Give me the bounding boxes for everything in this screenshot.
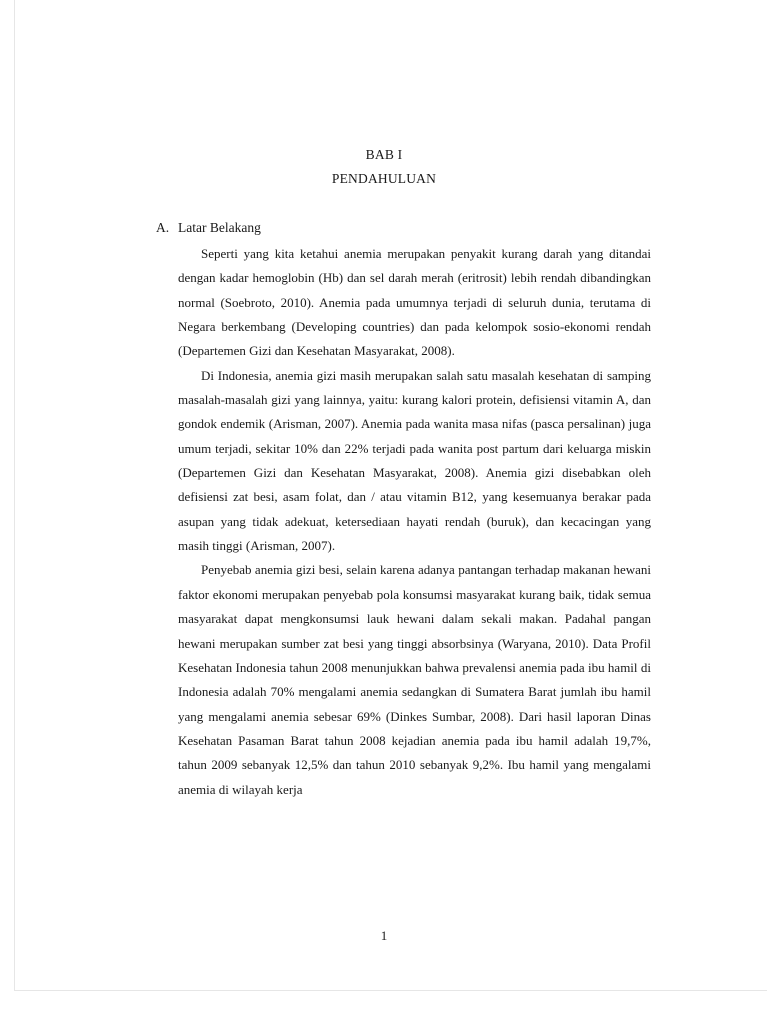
- paragraph: Penyebab anemia gizi besi, selain karena adanya pantangan terhadap makanan hewani faktor ekonomi merupakan penyebab pola konsumsi masyarakat kurang baik, tidak semua masyarakat dapat mengkonsumsi lauk hewani dalam sekali makan. Padahal pangan hewani merupakan sumber zat besi yang tinggi absorbsinya (Waryana, 2010). Data Profil Kesehatan Indonesia tahun 2008 menunjukkan bahwa prevalensi anemia pada ibu hamil di Indonesia adalah 70% mengalami anemia sedangkan di Sumatera Barat jumlah ibu hamil yang mengalami anemia sebesar 69% (Dinkes Sumbar, 2008). Dari hasil laporan Dinas Kesehatan Pasaman Barat tahun 2008 kejadian anemia pada ibu hamil adalah 19,7%, tahun 2009 sebanyak 12,5% dan tahun 2010 sebanyak 9,2%. Ibu hamil yang mengalami anemia di wilayah kerja: [178, 562, 651, 797]
- body-text: [178, 242, 651, 802]
- chapter-title: PENDAHULUAN: [331, 171, 437, 186]
- page-number: 1: [380, 928, 388, 943]
- chapter-number: BAB I: [365, 147, 403, 162]
- paragraph: Seperti yang kita ketahui anemia merupakan penyakit kurang darah yang ditandai dengan kadar hemoglobin (Hb) dan sel darah merah (eritrosit) lebih rendah dibandingkan normal (Soebroto, 2010). Anemia pada umumnya terjadi di seluruh dunia, terutama di Negara berkembang (Developing countries) dan pada kelompok sosio-ekonomi rendah (Departemen Gizi dan Kesehatan Masyarakat, 2008).: [178, 246, 651, 359]
- paragraph: Di Indonesia, anemia gizi masih merupakan salah satu masalah kesehatan di samping masalah-masalah gizi yang lainnya, yaitu: kurang kalori protein, defisiensi vitamin A, dan gondok endemik (Arisman, 2007). Anemia pada wanita masa nifas (pasca persalinan) juga umum terjadi, sekitar 10% dan 22% terjadi pada wanita post partum dari keluarga miskin (Departemen Gizi dan Kesehatan Masyarakat, 2008). Anemia gizi disebabkan oleh defisiensi zat besi, asam folat, dan / atau vitamin B12, yang kesemuanya berakar pada asupan yang tidak adekuat, ketersediaan hayati rendah (buruk), dan kecacingan yang masih tinggi (Arisman, 2007).: [178, 367, 651, 554]
- section-letter: A.: [156, 220, 170, 235]
- section-title: Latar Belakang: [178, 220, 261, 235]
- section-heading: [156, 220, 261, 236]
